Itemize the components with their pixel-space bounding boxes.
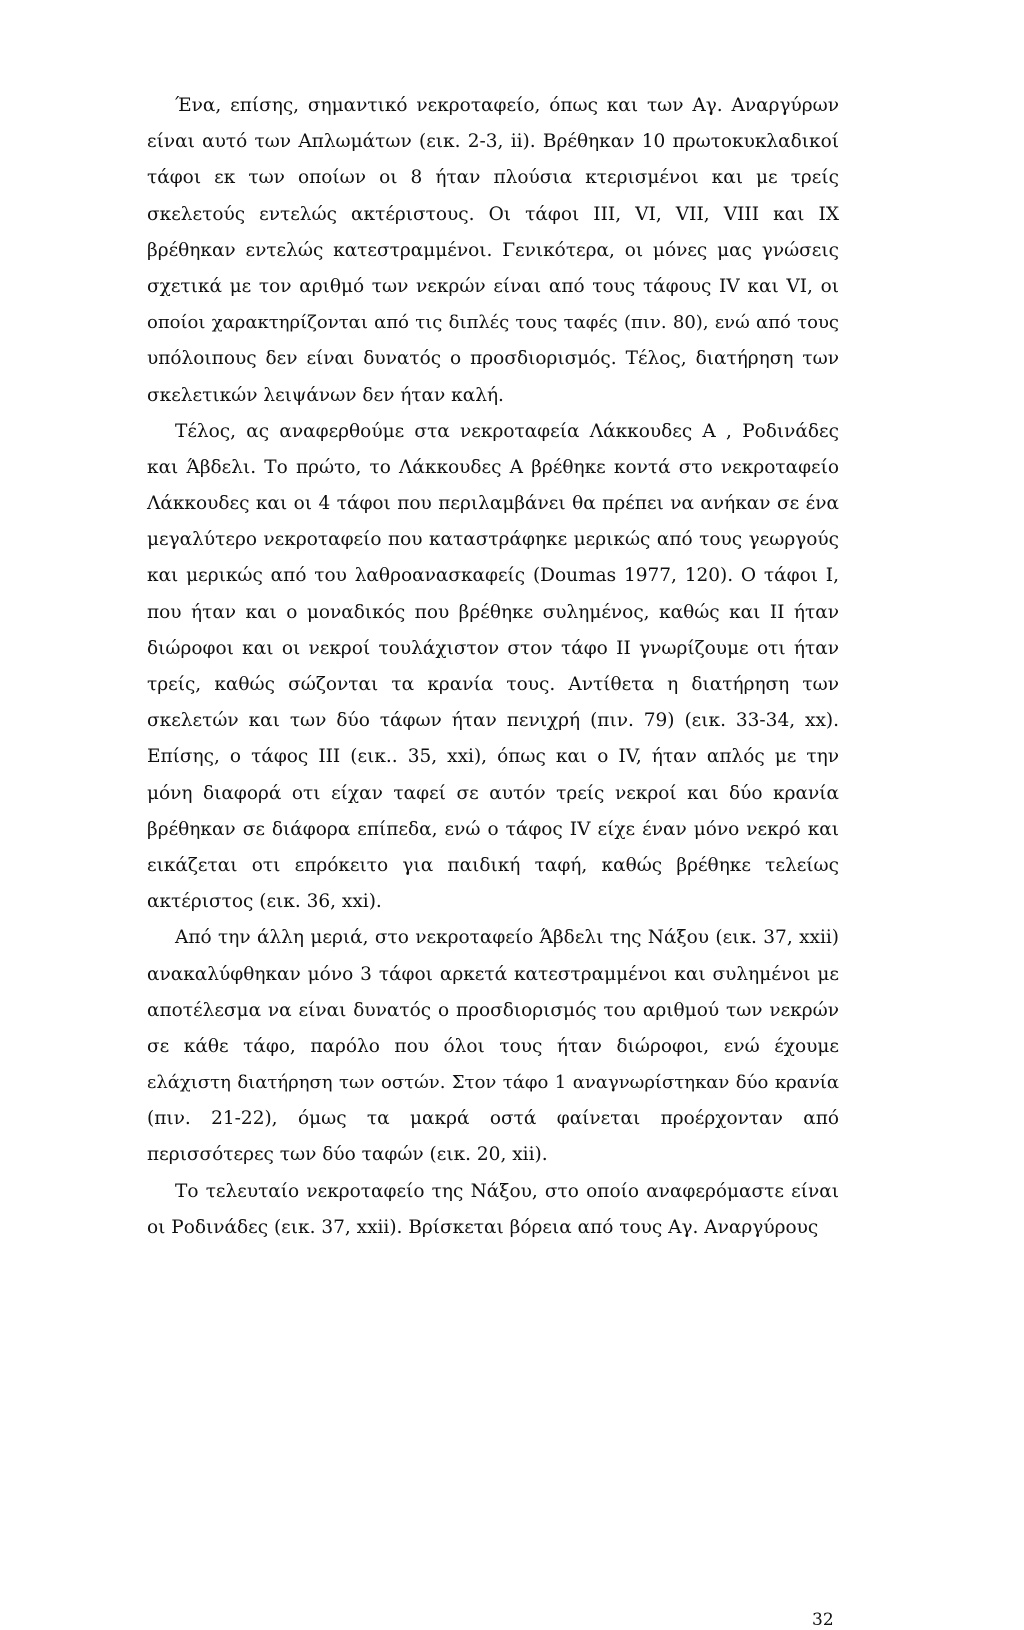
text-line: διώροφοι και οι νεκροί τουλάχιστον στον τάφο ΙΙ γνωρίζουμε οτι ήταν xyxy=(147,637,839,659)
text-line: Τέλος, ας αναφερθούμε στα νεκροταφεία Λάκκουδες Α , Ροδινάδες xyxy=(175,420,839,442)
text-line: σε κάθε τάφο, παρόλο που όλοι τους ήταν διώροφοι, ενώ έχουμε xyxy=(147,1035,839,1057)
text-line: μόνη διαφορά οτι είχαν ταφεί σε αυτόν τρείς νεκροί και δύο κρανία xyxy=(147,782,839,804)
text-line: Επίσης, ο τάφος ΙΙΙ (εικ.. 35, xxi), όπως και ο IV, ήταν απλός με την xyxy=(147,746,839,768)
document-page xyxy=(147,88,839,1246)
text-line: σχετικά με τον αριθμό των νεκρών είναι από τους τάφους IV και VI, οι xyxy=(147,275,839,297)
paragraph xyxy=(147,920,839,1173)
text-line: Το τελευταίο νεκροταφείο της Νάξου, στο οποίο αναφερόμαστε είναι xyxy=(175,1180,839,1202)
text-line: Ένα, επίσης, σημαντικό νεκροταφείο, όπως και των Αγ. Αναργύρων xyxy=(175,95,839,116)
text-line: οι Ροδινάδες (εικ. 37, xxii). Βρίσκεται βόρεια από τους Αγ. Αναργύρους xyxy=(147,1216,819,1238)
text-line: και Άβδελι. Το πρώτο, το Λάκκουδες Α βρέθηκε κοντά στο νεκροταφείο xyxy=(147,456,839,478)
text-line: ακτέριστος (εικ. 36, xxi). xyxy=(147,891,382,913)
paragraph xyxy=(147,414,839,921)
paragraph xyxy=(147,88,839,414)
text-line: είναι αυτό των Απλωμάτων (εικ. 2-3, ii). Βρέθηκαν 10 πρωτοκυκλαδικοί xyxy=(147,131,839,153)
text-line: που ήταν και ο μοναδικός που βρέθηκε συλημένος, καθώς και ΙΙ ήταν xyxy=(147,601,839,623)
text-line: περισσότερες των δύο ταφών (εικ. 20, xii). xyxy=(147,1144,548,1166)
text-line: βρέθηκαν εντελώς κατεστραμμένοι. Γενικότερα, οι μόνες μας γνώσεις xyxy=(147,239,839,261)
text-line: αποτέλεσμα να είναι δυνατός ο προσδιορισμός του αριθμού των νεκρών xyxy=(147,999,839,1021)
text-line: τάφοι εκ των οποίων οι 8 ήταν πλούσια κτερισμένοι και με τρείς xyxy=(147,167,839,189)
text-line: υπόλοιπους δεν είναι δυνατός ο προσδιορισμός. Τέλος, διατήρηση των xyxy=(147,348,839,370)
text-line: ανακαλύφθηκαν μόνο 3 τάφοι αρκετά κατεστραμμένοι και συλημένοι με xyxy=(147,963,839,985)
paragraph xyxy=(147,1174,839,1246)
text-line: και μερικώς από του λαθροανασκαφείς (Doumas 1977, 120). Ο τάφοι Ι, xyxy=(147,565,839,587)
text-line: βρέθηκαν σε διάφορα επίπεδα, ενώ ο τάφος IV είχε έναν μόνο νεκρό και xyxy=(147,818,839,840)
text-line: Από την άλλη μεριά, στο νεκροταφείο Άβδελι της Νάξου (εικ. 37, xxii) xyxy=(175,927,839,949)
text-line: σκελετικών λειψάνων δεν ήταν καλή. xyxy=(147,384,504,406)
text-line: Λάκκουδες και οι 4 τάφοι που περιλαμβάνει θα πρέπει να ανήκαν σε ένα xyxy=(147,493,839,515)
text-line: σκελετών και των δύο τάφων ήταν πενιχρή (πιν. 79) (εικ. 33-34, xx). xyxy=(147,710,839,732)
page-number: 32 xyxy=(812,1610,834,1630)
text-line: ελάχιστη διατήρηση των οστών. Στον τάφο 1 αναγνωρίστηκαν δύο κρανία xyxy=(147,1072,839,1094)
text-line: εικάζεται οτι επρόκειτο για παιδική ταφή, καθώς βρέθηκε τελείως xyxy=(147,854,839,876)
text-line: μεγαλύτερο νεκροταφείο που καταστράφηκε μερικώς από τους γεωργούς xyxy=(147,529,839,551)
text-line: τρείς, καθώς σώζονται τα κρανία τους. Αντίθετα η διατήρηση των xyxy=(147,674,839,695)
text-line: οποίοι χαρακτηρίζονται από τις διπλές τους ταφές (πιν. 80), ενώ από τους xyxy=(147,312,839,334)
text-line: (πιν. 21-22), όμως τα μακρά οστά φαίνεται προέρχονταν από xyxy=(147,1108,839,1130)
text-line: σκελετούς εντελώς ακτέριστους. Οι τάφοι ΙΙΙ, VI, VII, VIII και ΙΧ xyxy=(147,203,839,225)
